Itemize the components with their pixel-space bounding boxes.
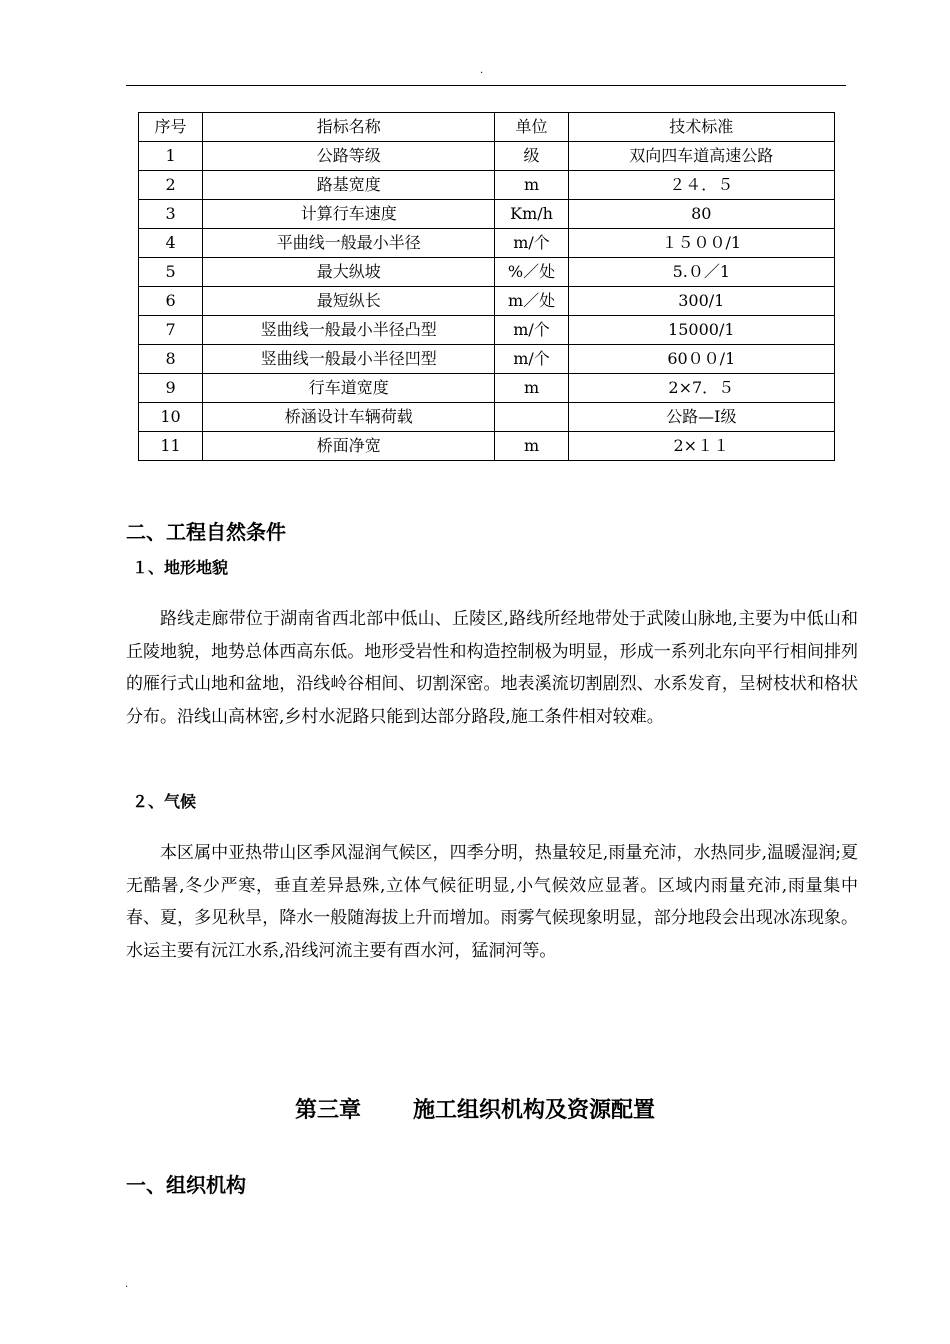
header-indicator: 指标名称 (203, 113, 495, 142)
section-title-natural-conditions: 二、工程自然条件 (126, 520, 286, 544)
header-unit: 单位 (495, 113, 568, 142)
cell-unit: m (495, 374, 568, 403)
table-row (139, 345, 835, 374)
cell-standard: 2×7．５ (568, 374, 834, 403)
cell-indicator: 桥面净宽 (203, 432, 495, 461)
cell-standard: 2×１１ (568, 432, 834, 461)
cell-standard: １５００/1 (568, 229, 834, 258)
cell-standard: 双向四车道高速公路 (568, 142, 834, 171)
technical-standards-table (138, 112, 835, 461)
cell-index: 11 (139, 432, 203, 461)
table-row (139, 142, 835, 171)
table-body (139, 142, 835, 461)
cell-indicator: 最短纵长 (203, 287, 495, 316)
cell-index: 7 (139, 316, 203, 345)
cell-index: 4 (139, 229, 203, 258)
cell-standard: 5.０／1 (568, 258, 834, 287)
table-row (139, 287, 835, 316)
chapter-heading (0, 1095, 950, 1125)
cell-standard: 60００/1 (568, 345, 834, 374)
table-row (139, 403, 835, 432)
cell-index: 10 (139, 403, 203, 432)
cell-indicator: 公路等级 (203, 142, 495, 171)
header-index: 序号 (139, 113, 203, 142)
cell-indicator: 行车道宽度 (203, 374, 495, 403)
chapter-number: 第三章 (294, 1097, 361, 1123)
cell-unit (495, 403, 568, 432)
paragraph-climate: 本区属中亚热带山区季风湿润气候区，四季分明，热量较足,雨量充沛，水热同步,温暖湿润;夏无酷暑,冬少严寒，垂直差异悬殊,立体气候征明显,小气候效应显著。区域内雨量充沛,雨量集中春、夏，多见秋旱，降水一般随海拔上升而增加。雨雾气候现象明显，部分地段会出现冰冻现象。水运主要有沅江水系,沿线河流主要有酉水河，猛洞河等。 (126, 843, 858, 961)
cell-standard: ２４．５ (568, 171, 834, 200)
chapter-title: 施工组织机构及资源配置 (413, 1097, 656, 1123)
cell-index: 8 (139, 345, 203, 374)
table-row (139, 374, 835, 403)
footer-mark: . (125, 1279, 129, 1290)
cell-unit: 级 (495, 142, 568, 171)
table-row (139, 316, 835, 345)
table-row (139, 229, 835, 258)
table-row (139, 258, 835, 287)
cell-unit: m (495, 432, 568, 461)
table-header-row (139, 113, 835, 142)
subsection-title-climate: ２、气候 (132, 792, 197, 811)
cell-indicator: 最大纵坡 (203, 258, 495, 287)
cell-unit: m/个 (495, 316, 568, 345)
table-row (139, 171, 835, 200)
cell-unit: m (495, 171, 568, 200)
cell-unit: m/个 (495, 345, 568, 374)
cell-unit: m／处 (495, 287, 568, 316)
header-mark: . (480, 65, 484, 76)
cell-index: 6 (139, 287, 203, 316)
cell-standard: 15000/1 (568, 316, 834, 345)
table-row (139, 432, 835, 461)
cell-indicator: 平曲线一般最小半径 (203, 229, 495, 258)
cell-indicator: 计算行车速度 (203, 200, 495, 229)
subsection-title-terrain: １、地形地貌 (132, 558, 229, 577)
cell-indicator: 桥涵设计车辆荷载 (203, 403, 495, 432)
cell-index: 3 (139, 200, 203, 229)
cell-standard: 80 (568, 200, 834, 229)
cell-standard: 公路—I级 (568, 403, 834, 432)
cell-standard: 300/1 (568, 287, 834, 316)
header-standard: 技术标准 (568, 113, 834, 142)
cell-index: 5 (139, 258, 203, 287)
cell-indicator: 竖曲线一般最小半径凹型 (203, 345, 495, 374)
cell-unit: %／处 (495, 258, 568, 287)
header-rule (126, 85, 846, 86)
cell-index: 9 (139, 374, 203, 403)
paragraph-terrain: 路线走廊带位于湖南省西北部中低山、丘陵区,路线所经地带处于武陵山脉地,主要为中低山和丘陵地貌，地势总体西高东低。地形受岩性和构造控制极为明显，形成一系列北东向平行相间排列的雁行式山地和盆地，沿线岭谷相间、切割深密。地表溪流切割剧烈、水系发育，呈树枝状和格状分布。沿线山高林密,乡村水泥路只能到达部分路段,施工条件相对较难。 (126, 609, 858, 727)
cell-unit: Km/h (495, 200, 568, 229)
cell-unit: m/个 (495, 229, 568, 258)
section-title-organization: 一、组织机构 (126, 1173, 246, 1197)
cell-indicator: 路基宽度 (203, 171, 495, 200)
table-row (139, 200, 835, 229)
cell-indicator: 竖曲线一般最小半径凸型 (203, 316, 495, 345)
cell-index: 1 (139, 142, 203, 171)
cell-index: 2 (139, 171, 203, 200)
